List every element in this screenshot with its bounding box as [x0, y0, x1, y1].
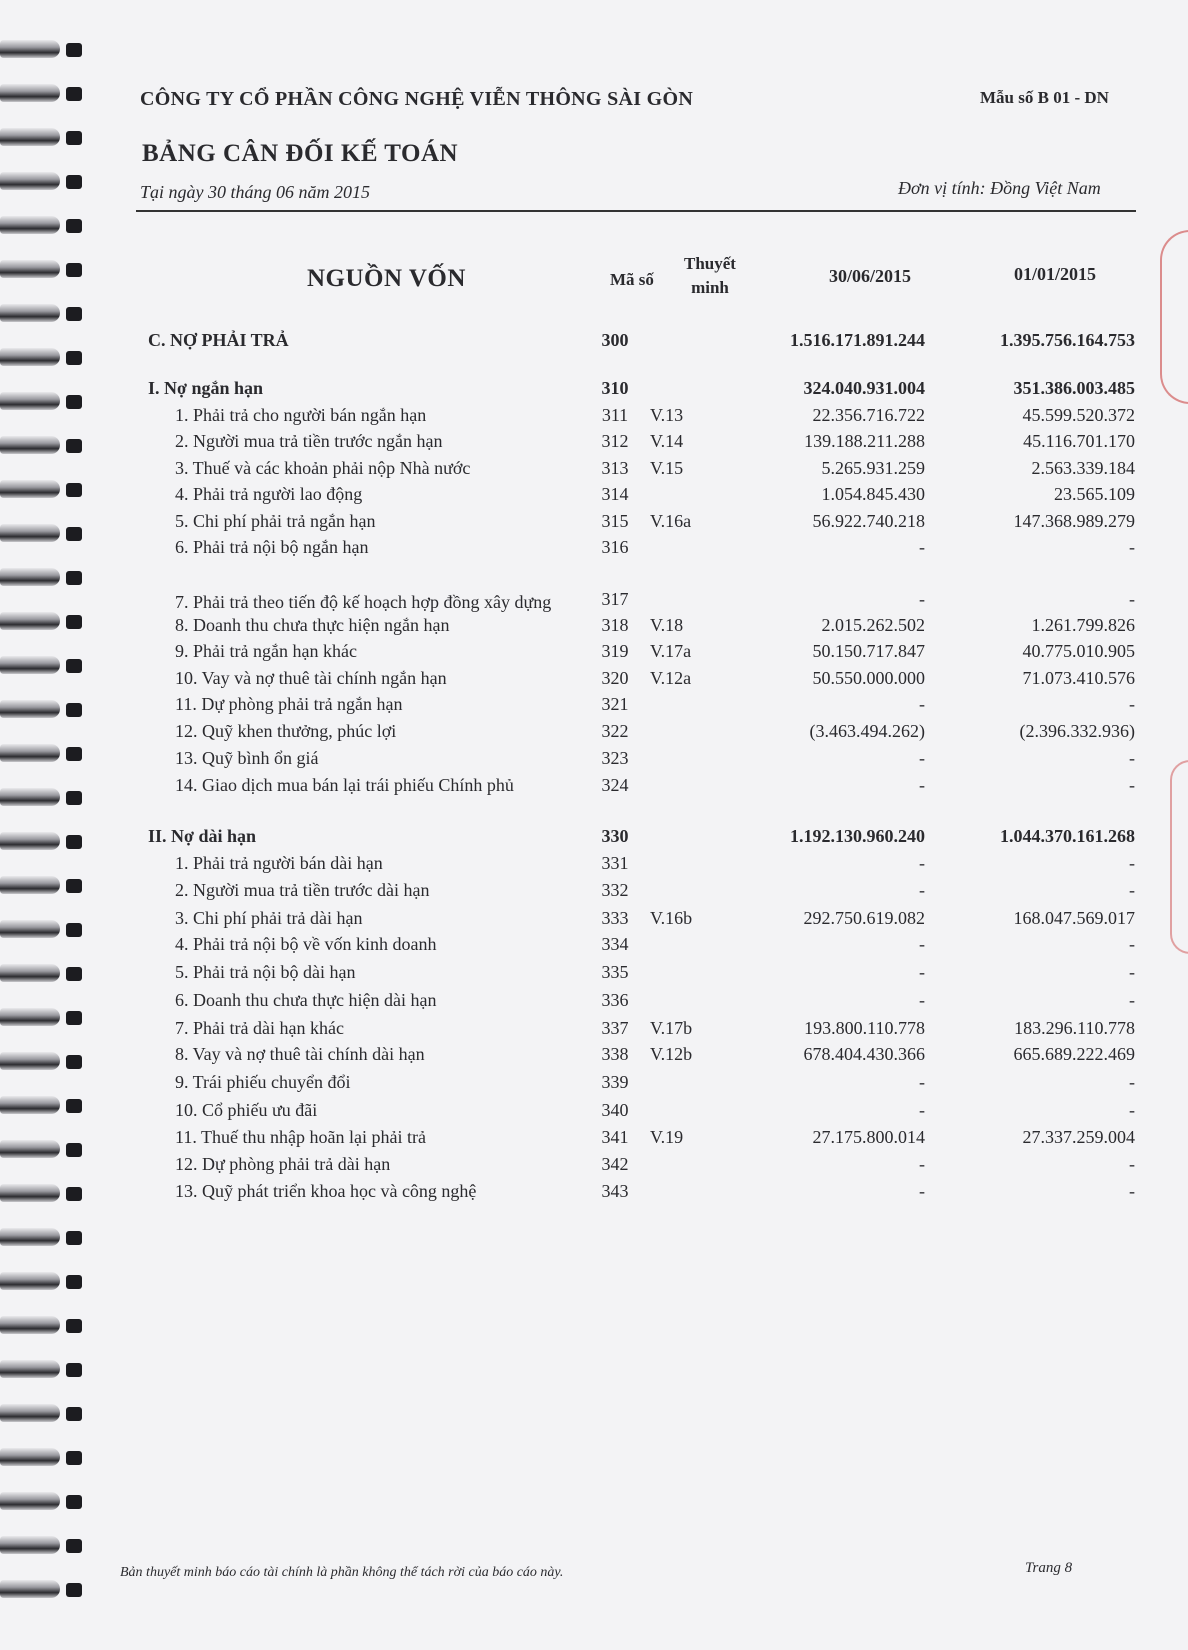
row-label: 10. Vay và nợ thuê tài chính ngắn hạn	[175, 668, 447, 688]
row-code: 314	[601, 484, 629, 504]
row-value-2015-06-30: 2.015.262.502	[821, 615, 925, 635]
row-note: V.12b	[650, 1044, 693, 1064]
table-row	[140, 641, 1140, 667]
row-value-2015-06-30: 5.265.931.259	[821, 458, 925, 478]
table-row	[140, 615, 1140, 641]
page-number: Trang 8	[1025, 1560, 1073, 1576]
header-divider	[136, 210, 1136, 212]
row-note: V.17b	[650, 1018, 693, 1038]
spiral-coil	[0, 700, 88, 722]
row-label: 3. Thuế và các khoản phải nộp Nhà nước	[175, 458, 471, 478]
row-value-2015-06-30: 1.192.130.960.240	[790, 826, 925, 846]
row-value-2015-01-01: 1.044.370.161.268	[1000, 826, 1135, 846]
row-label: 4. Phải trả nội bộ về vốn kinh doanh	[175, 934, 437, 954]
table-row	[140, 484, 1140, 510]
row-value-2015-06-30: 56.922.740.218	[812, 511, 925, 531]
row-code: 324	[601, 775, 629, 795]
spiral-coil	[0, 216, 88, 238]
row-code: 334	[601, 934, 629, 954]
table-row	[140, 511, 1140, 537]
row-label: 1. Phải trả người bán dài hạn	[175, 853, 383, 873]
row-code: 333	[601, 908, 629, 928]
table-row	[140, 721, 1140, 747]
row-code: 300	[601, 330, 629, 350]
row-value-2015-01-01: -	[1129, 589, 1135, 609]
spiral-coil	[0, 612, 88, 634]
spiral-coil	[0, 1316, 88, 1338]
spiral-coil	[0, 920, 88, 942]
table-row	[140, 668, 1140, 694]
row-code: 332	[601, 880, 629, 900]
row-note: V.14	[650, 431, 684, 451]
column-header-code: Mã số	[610, 270, 654, 289]
row-value-2015-01-01: -	[1129, 775, 1135, 795]
row-label: 9. Phải trả ngắn hạn khác	[175, 641, 357, 661]
row-value-2015-06-30: -	[919, 1154, 925, 1174]
row-note: V.17a	[650, 641, 692, 661]
row-value-2015-06-30: -	[919, 1100, 925, 1120]
table-row	[140, 458, 1140, 484]
row-code: 320	[601, 668, 629, 688]
row-code: 343	[601, 1181, 629, 1201]
row-value-2015-01-01: -	[1129, 1072, 1135, 1092]
row-label: I. Nợ ngắn hạn	[148, 378, 264, 398]
spiral-coil	[0, 1404, 88, 1426]
table-row	[140, 775, 1140, 801]
row-value-2015-01-01: 27.337.259.004	[1022, 1127, 1135, 1147]
row-value-2015-06-30: 22.356.716.722	[812, 405, 925, 425]
row-value-2015-01-01: -	[1129, 962, 1135, 982]
spiral-binding	[0, 40, 88, 1640]
footer-note: Bản thuyết minh báo cáo tài chính là phần không thể tách rời của báo cáo này.	[120, 1565, 564, 1580]
row-label: 13. Quỹ bình ổn giá	[175, 748, 319, 768]
spiral-coil	[0, 84, 88, 106]
table-row	[140, 826, 1140, 852]
table-row	[140, 853, 1140, 879]
table-row	[140, 990, 1140, 1016]
row-value-2015-06-30: -	[919, 934, 925, 954]
row-label: 8. Vay và nợ thuê tài chính dài hạn	[175, 1044, 425, 1064]
row-value-2015-06-30: 324.040.931.004	[803, 378, 925, 398]
table-row	[140, 962, 1140, 988]
spiral-coil	[0, 1008, 88, 1030]
column-header-note: Thuyết minh	[684, 254, 736, 297]
row-note: V.19	[650, 1127, 684, 1147]
row-value-2015-01-01: 1.261.799.826	[1031, 615, 1135, 635]
spiral-coil	[0, 964, 88, 986]
row-code: 323	[601, 748, 629, 768]
row-label: 2. Người mua trả tiền trước dài hạn	[175, 880, 430, 900]
table-row	[140, 378, 1140, 404]
row-value-2015-01-01: 71.073.410.576	[1022, 668, 1135, 688]
spiral-coil	[0, 172, 88, 194]
row-code: 315	[601, 511, 629, 531]
row-value-2015-01-01: 2.563.339.184	[1031, 458, 1135, 478]
spiral-coil	[0, 1096, 88, 1118]
row-note: V.18	[650, 615, 684, 635]
row-code: 335	[601, 962, 629, 982]
table-row	[140, 431, 1140, 457]
row-value-2015-06-30: -	[919, 853, 925, 873]
spiral-coil	[0, 1580, 88, 1602]
row-value-2015-01-01: 147.368.989.279	[1013, 511, 1135, 531]
row-value-2015-01-01: 168.047.569.017	[1013, 908, 1135, 928]
table-row	[140, 330, 1140, 356]
row-value-2015-01-01: -	[1129, 990, 1135, 1010]
row-value-2015-01-01: 45.116.701.170	[1023, 431, 1135, 451]
row-value-2015-01-01: -	[1129, 880, 1135, 900]
row-value-2015-01-01: 40.775.010.905	[1022, 641, 1135, 661]
row-label: 12. Quỹ khen thưởng, phúc lợi	[175, 721, 397, 741]
spiral-coil	[0, 40, 88, 62]
spiral-coil	[0, 1448, 88, 1470]
row-value-2015-01-01: -	[1129, 934, 1135, 954]
currency-unit: Đơn vị tính: Đồng Việt Nam	[898, 178, 1101, 198]
table-row	[140, 1100, 1140, 1126]
row-label: 12. Dự phòng phải trả dài hạn	[175, 1154, 391, 1174]
row-value-2015-06-30: -	[919, 537, 925, 557]
row-code: 331	[601, 853, 629, 873]
row-label: 3. Chi phí phải trả dài hạn	[175, 908, 363, 928]
spiral-coil	[0, 876, 88, 898]
row-label: 2. Người mua trả tiền trước ngắn hạn	[175, 431, 443, 451]
row-label: 5. Chi phí phải trả ngắn hạn	[175, 511, 376, 531]
table-row	[140, 1072, 1140, 1098]
row-value-2015-06-30: 1.516.171.891.244	[790, 330, 925, 350]
row-value-2015-01-01: -	[1129, 1154, 1135, 1174]
spiral-coil	[0, 392, 88, 414]
row-code: 313	[601, 458, 629, 478]
spiral-coil	[0, 260, 88, 282]
row-value-2015-06-30: 292.750.619.082	[803, 908, 925, 928]
row-value-2015-06-30: -	[919, 1181, 925, 1201]
row-code: 322	[601, 721, 629, 741]
spiral-coil	[0, 128, 88, 150]
table-row	[140, 537, 1140, 563]
row-code: 338	[601, 1044, 629, 1064]
row-value-2015-01-01: 45.599.520.372	[1022, 405, 1135, 425]
row-code: 317	[601, 589, 629, 609]
table-row	[140, 1044, 1140, 1070]
row-value-2015-06-30: 50.550.000.000	[812, 668, 925, 688]
table-row	[140, 1181, 1140, 1207]
row-value-2015-06-30: -	[919, 990, 925, 1010]
row-value-2015-01-01: -	[1129, 853, 1135, 873]
row-code: 340	[601, 1100, 629, 1120]
row-label: II. Nợ dài hạn	[148, 826, 257, 846]
row-label: 6. Doanh thu chưa thực hiện dài hạn	[175, 990, 437, 1010]
row-label: 10. Cổ phiếu ưu đãi	[175, 1100, 318, 1120]
row-label: 5. Phải trả nội bộ dài hạn	[175, 962, 356, 982]
row-label: 7. Phải trả dài hạn khác	[175, 1018, 344, 1038]
row-code: 342	[601, 1154, 629, 1174]
row-code: 339	[601, 1072, 629, 1092]
table-row	[140, 694, 1140, 720]
row-value-2015-01-01: -	[1129, 537, 1135, 557]
spiral-coil	[0, 656, 88, 678]
row-value-2015-06-30: 50.150.717.847	[812, 641, 925, 661]
company-name: CÔNG TY CỔ PHẦN CÔNG NGHỆ VIỄN THÔNG SÀI GÒN	[140, 88, 694, 110]
spiral-coil	[0, 304, 88, 326]
row-value-2015-06-30: -	[919, 589, 925, 609]
table-row	[140, 1127, 1140, 1153]
row-label: 7. Phải trả theo tiến độ kế hoạch hợp đồng xây dựng	[175, 592, 552, 612]
row-value-2015-01-01: -	[1129, 748, 1135, 768]
row-value-2015-06-30: -	[919, 880, 925, 900]
row-code: 336	[601, 990, 629, 1010]
row-code: 310	[601, 378, 629, 398]
spiral-coil	[0, 744, 88, 766]
column-header-sources: NGUỒN VỐN	[307, 265, 466, 292]
row-value-2015-06-30: 193.800.110.778	[804, 1018, 925, 1038]
row-value-2015-06-30: 139.188.211.288	[804, 431, 925, 451]
red-stamp-partial	[1170, 760, 1188, 954]
table-row	[140, 880, 1140, 906]
row-value-2015-06-30: 27.175.800.014	[812, 1127, 925, 1147]
row-value-2015-01-01: -	[1129, 1181, 1135, 1201]
row-note: V.15	[650, 458, 684, 478]
row-code: 312	[601, 431, 629, 451]
spiral-coil	[0, 480, 88, 502]
spiral-coil	[0, 1228, 88, 1250]
row-value-2015-06-30: 1.054.845.430	[821, 484, 925, 504]
row-value-2015-06-30: -	[919, 962, 925, 982]
row-value-2015-01-01: (2.396.332.936)	[1019, 721, 1135, 741]
row-value-2015-01-01: 665.689.222.469	[1013, 1044, 1135, 1064]
row-value-2015-06-30: -	[919, 694, 925, 714]
table-row	[140, 748, 1140, 774]
row-value-2015-01-01: 351.386.003.485	[1013, 378, 1135, 398]
row-code: 341	[601, 1127, 629, 1147]
report-title: BẢNG CÂN ĐỐI KẾ TOÁN	[142, 140, 459, 167]
row-value-2015-06-30: 678.404.430.366	[803, 1044, 925, 1064]
row-value-2015-06-30: (3.463.494.262)	[809, 721, 925, 741]
row-label: 4. Phải trả người lao động	[175, 484, 363, 504]
spiral-coil	[0, 832, 88, 854]
red-stamp	[1160, 230, 1188, 404]
row-label: 11. Dự phòng phải trả ngắn hạn	[175, 694, 403, 714]
row-note: V.12a	[650, 668, 692, 688]
row-note: V.16a	[650, 511, 692, 531]
row-code: 311	[601, 405, 629, 425]
row-value-2015-01-01: -	[1129, 1100, 1135, 1120]
row-label: 6. Phải trả nội bộ ngắn hạn	[175, 537, 369, 557]
row-value-2015-01-01: 23.565.109	[1054, 484, 1135, 504]
spiral-coil	[0, 1360, 88, 1382]
row-code: 337	[601, 1018, 629, 1038]
spiral-coil	[0, 1272, 88, 1294]
table-row	[140, 908, 1140, 934]
table-row	[140, 1018, 1140, 1044]
row-value-2015-01-01: 1.395.756.164.753	[1000, 330, 1135, 350]
spiral-coil	[0, 1492, 88, 1514]
spiral-coil	[0, 524, 88, 546]
row-label: 8. Doanh thu chưa thực hiện ngắn hạn	[175, 615, 450, 635]
row-label: C. NỢ PHẢI TRẢ	[148, 330, 289, 350]
row-note: V.13	[650, 405, 684, 425]
spiral-coil	[0, 1184, 88, 1206]
row-code: 319	[601, 641, 629, 661]
row-label: 13. Quỹ phát triển khoa học và công nghệ	[175, 1181, 477, 1201]
row-value-2015-06-30: -	[919, 775, 925, 795]
table-row	[140, 1154, 1140, 1180]
spiral-coil	[0, 568, 88, 590]
row-code: 318	[601, 615, 629, 635]
table-row	[140, 405, 1140, 431]
row-code: 330	[601, 826, 629, 846]
row-note: V.16b	[650, 908, 693, 928]
row-value-2015-01-01: -	[1129, 694, 1135, 714]
spiral-coil	[0, 1536, 88, 1558]
row-value-2015-06-30: -	[919, 748, 925, 768]
row-label: 11. Thuế thu nhập hoãn lại phải trả	[175, 1127, 426, 1147]
row-label: 9. Trái phiếu chuyển đổi	[175, 1072, 351, 1092]
table-row	[140, 589, 1140, 615]
row-code: 316	[601, 537, 629, 557]
row-value-2015-01-01: 183.296.110.778	[1014, 1018, 1135, 1038]
column-header-date2: 01/01/2015	[1013, 264, 1096, 284]
spiral-coil	[0, 1140, 88, 1162]
spiral-coil	[0, 1052, 88, 1074]
table-row	[140, 934, 1140, 960]
row-label: 1. Phải trả cho người bán ngắn hạn	[175, 405, 427, 425]
spiral-coil	[0, 788, 88, 810]
report-date: Tại ngày 30 tháng 06 năm 2015	[140, 182, 371, 202]
column-header-date1: 30/06/2015	[828, 266, 911, 286]
row-label: 14. Giao dịch mua bán lại trái phiếu Chính phủ	[175, 775, 514, 795]
form-number: Mẫu số B 01 - DN	[980, 88, 1109, 107]
spiral-coil	[0, 348, 88, 370]
spiral-coil	[0, 436, 88, 458]
row-code: 321	[601, 694, 629, 714]
row-value-2015-06-30: -	[919, 1072, 925, 1092]
